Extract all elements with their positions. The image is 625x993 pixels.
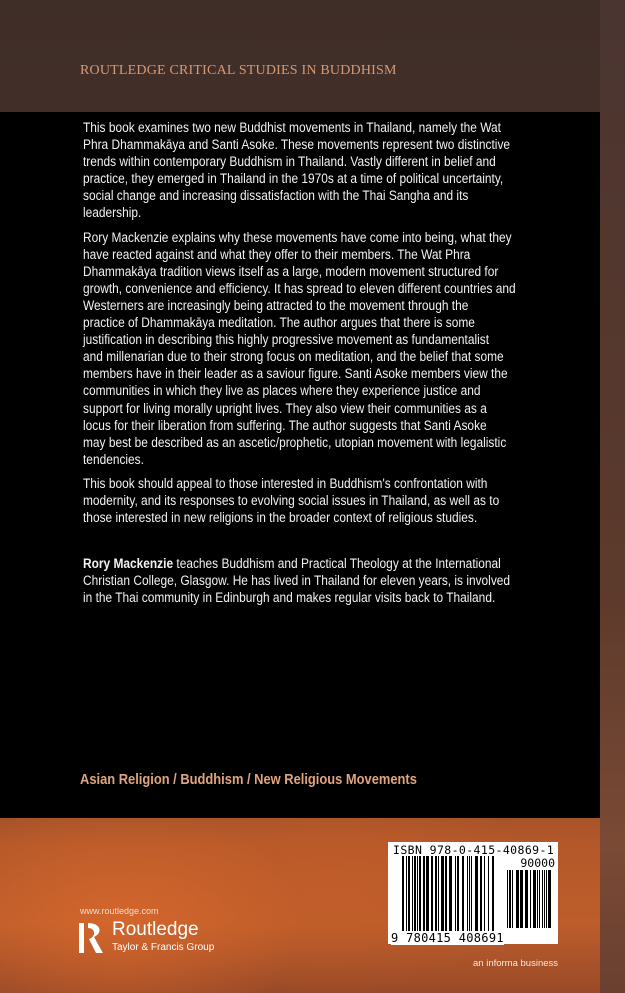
blurb-paragraph-3 [83, 476, 587, 527]
blurb-line: Phra Dhammakāya and Santi Asoke. These movements represent two distinctive [83, 137, 511, 154]
blurb-line: support for living morally upright lives. They also view their communities as a [83, 400, 487, 417]
publisher-url: www.routledge.com [80, 906, 159, 916]
price-code: 90000 [520, 856, 555, 870]
blurb-line: This book examines two new Buddhist movements in Thailand, namely the Wat [83, 120, 501, 136]
author-bio [83, 556, 587, 607]
barcode-bar [475, 856, 478, 936]
blurb-line: may best be described as an ascetic/prophetic, utopian movement with legalistic [83, 434, 507, 451]
barcode-bar [467, 856, 468, 936]
barcode-bar [484, 856, 485, 936]
blurb-line: modernity, and its responses to evolving social issues in Thailand, as well as to [83, 492, 500, 509]
barcode-bar [533, 870, 536, 928]
barcode-bar [406, 856, 407, 936]
barcode-bar [471, 856, 472, 936]
barcode-bar [537, 870, 538, 928]
barcode-bar [435, 856, 437, 936]
barcode-bar [449, 856, 452, 936]
barcode-bar [542, 870, 543, 928]
blurb-text [83, 120, 587, 614]
barcode-bar [445, 856, 447, 936]
blurb-paragraph-2 [83, 230, 587, 469]
author-name: Rory Mackenzie [83, 556, 174, 573]
blurb-line: Dhammakāya tradition views itself as a large, modern movement structured for [83, 263, 499, 280]
barcode-bar [402, 856, 404, 936]
barcode-bar [455, 856, 456, 936]
blurb-line: communities in which they live as places where they experience justice and [83, 383, 481, 400]
barcode-bar [544, 870, 545, 928]
isbn-barcode [388, 842, 558, 944]
blurb-line: leadership. [83, 205, 142, 222]
author-bio-line: in the Thai community in Edinburgh and makes regular visits back to Thailand. [83, 590, 496, 607]
blurb-line: practice of Dhammakāya meditation. The author argues that there is some [83, 315, 475, 332]
barcode-bar [414, 856, 416, 936]
subject-categories: Asian Religion / Buddhism / New Religious Movements [80, 771, 417, 788]
blurb-line: This book should appeal to those interested in Buddhism's confrontation with [83, 475, 488, 492]
barcode-bar [423, 856, 425, 936]
author-bio-line: Christian College, Glasgow. He has lived in Thailand for eleven years, is involved [83, 573, 511, 590]
barcode-bar [488, 856, 489, 936]
barcode-bar [512, 870, 513, 928]
blurb-line: have reacted against and what they offer to their members. The Wat Phra [83, 246, 471, 263]
publisher-group: Taylor & Francis Group [112, 942, 215, 953]
blurb-line: Westerners are increasingly being attracted to the movement through the [83, 297, 469, 314]
barcode-bar [408, 856, 410, 936]
blurb-line: those interested in new religions in the broader context of religious studies. [83, 510, 478, 527]
barcode-bar [539, 870, 540, 928]
publisher-name: Routledge [112, 919, 199, 940]
barcode-bar [516, 870, 519, 928]
blurb-line: growth, convenience and efficiency. It has spread to eleven different countries and [83, 280, 516, 297]
barcode-bar [509, 870, 511, 928]
blurb-line: Rory Mackenzie explains why these movements have come into being, what they [83, 229, 512, 246]
blurb-line: locus for their liberation from suffering. The author suggests that Santi Asoke [83, 417, 487, 434]
author-bio-text: teaches Buddhism and Practical Theology at the International [173, 556, 501, 573]
price-barcode-bars [507, 870, 554, 928]
barcode-bar [548, 870, 551, 928]
blurb-line: and millenarian due to their strong focus on meditation, and the belief that some [83, 349, 504, 366]
barcode-bar [419, 856, 421, 936]
blurb-paragraph-1 [83, 120, 587, 223]
barcode-bar [525, 870, 528, 928]
routledge-r-logo-icon [79, 921, 105, 955]
barcode-bar [462, 856, 464, 936]
informa-tagline: an informa business [473, 958, 559, 969]
barcode-bar [426, 856, 429, 936]
barcode-bar [457, 856, 459, 936]
blurb-line: tendencies. [83, 451, 144, 468]
blurb-line: trends within contemporary Buddhism in Thailand. Vastly different in belief and [83, 154, 496, 171]
isbn-label: ISBN 978-0-415-40869-1 [393, 843, 555, 857]
routledge-logo [79, 921, 279, 955]
ean-number: 9 780415 408691 [391, 931, 504, 945]
barcode-bar [412, 856, 413, 936]
barcode-bar [417, 856, 418, 936]
barcode-bar [431, 856, 433, 936]
blurb-line: practice, they emerged in Thailand in the 1970s at a time of political uncertainty, [83, 171, 504, 188]
barcode-bar [530, 870, 531, 928]
barcode-bars [402, 856, 497, 936]
series-title: ROUTLEDGE CRITICAL STUDIES IN BUDDHISM [80, 63, 397, 78]
barcode-bar [492, 856, 494, 936]
barcode-bar [441, 856, 444, 936]
barcode-bar [546, 870, 547, 928]
blurb-line: members have in their leader as a saviour figure. Santi Asoke members view the [83, 366, 508, 383]
barcode-bar [438, 856, 439, 936]
blurb-line: social change and increasing dissatisfaction with the Thai Sangha and its [83, 188, 469, 205]
barcode-bar [480, 856, 482, 936]
author-bio-line [83, 556, 587, 573]
cover-spine-edge [600, 0, 625, 993]
blurb-line: justification in describing this highly progressive movement as fundamentalist [83, 332, 490, 349]
barcode-bar [520, 870, 523, 928]
barcode-bar [507, 870, 508, 928]
barcode-bar [469, 856, 470, 936]
